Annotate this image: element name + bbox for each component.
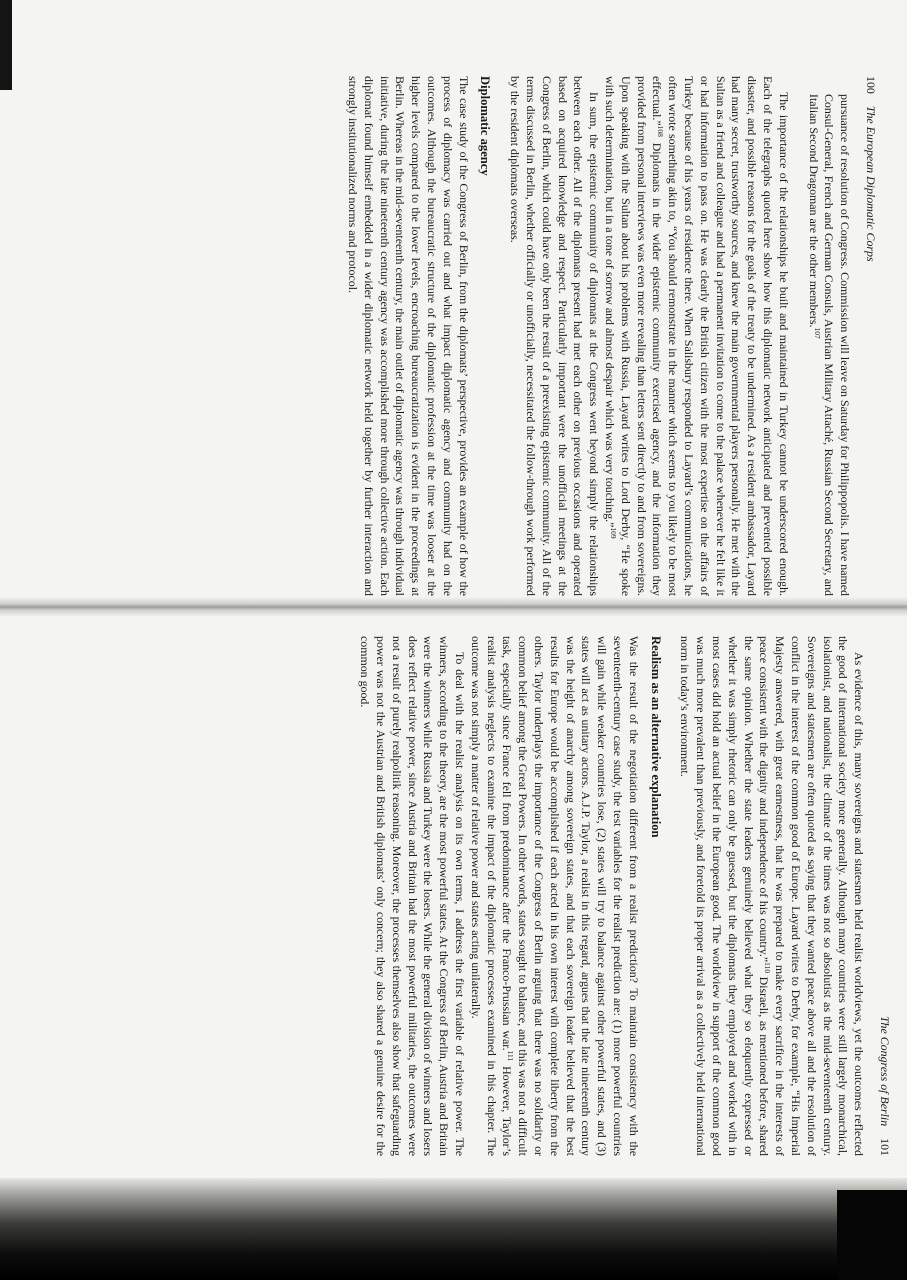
paragraph-text: Disraeli, as mentioned before, shared the same opinion. Whether the state leaders genuinely believed what they so eloquently expressed or whether it was simply rhetoric can only be guessed, but the diplomats they employed and worked with in most cases did hold an actual belief in the European good. The worldview in support of the common good was much more prevalent than previously, and foretold its proper arrival as a collectively held international norm in today’s environment. xyxy=(678,636,772,1156)
page-100 xyxy=(344,76,878,596)
paragraph: To deal with the realist analysis on its own terms, I address the first variable of relative power. The winners, according to the theory, are the most powerful states. At the Congress of Berlin, Austria and Britain were the winners while Russia and Turkey were the losers. While the general division of winners and losers does reflect relative power, since Austria and Britain had the most powerful militaries, the outcomes were not a result of purely realpolitik reasoning. Moreover, the processes themselves also show that safeguarding power was not the Austrian and British diplomats’ only concern; they also shared a genuine desire for the common good. xyxy=(358,636,468,1156)
paragraph: In sum, the epistemic community of diplomats at the Congress went beyond simply the relationships between each other. All of the diplomats present had met each other on previous occasions and operated based on acquired knowledge and respect. Particularly important were the unofficial meetings at the Congress of Berlin, which could have only been the result of a preexisting epistemic community. All of the terms discussed in Berlin, whether officially or unofficially, necessitated the follow-through work performed by the resident diplomats overseas. xyxy=(508,76,602,596)
footnote-ref: 107 xyxy=(812,327,822,339)
footnote-ref: 108 xyxy=(656,125,666,137)
block-quote xyxy=(805,76,852,596)
section-heading: Diplomatic agency xyxy=(478,76,493,176)
running-head-100 xyxy=(862,76,878,596)
running-head-101 xyxy=(876,636,892,1156)
scan-left-edge xyxy=(0,0,12,90)
running-title: The European Diplomatic Corps xyxy=(864,105,878,262)
paragraph-text: However, Taylor’s realist analysis neglects to examine the impact of the diplomatic processes examined in this chapter. The outcome was not simply a matter of relative power and states acting unilaterally. xyxy=(468,636,515,1156)
paragraph xyxy=(677,636,867,1156)
paragraph xyxy=(467,636,641,1156)
section-heading: Realism as an alternative explanation xyxy=(648,636,663,838)
paragraph xyxy=(601,76,791,596)
paragraph: The case study of the Congress of Berlin, from the diplomats’ perspective, provides an example of how the process of diplomacy was carried out and what impact diplomatic agency and community had on the outcomes. Although the bureaucratic structure of the diplomatic profession at the time was looser at the higher levels compared to the lower levels, encroaching bureaucratization is evident in the proceedings at Berlin. Whereas in the mid-seventeenth century, the main outlet of diplomatic agency was through individual initiative, during the late nineteenth century agency was accomplished more through collective action. Each diplomat found himself embedded in a wider diplomatic network held together by further interaction and strongly institutionalized norms and protocol. xyxy=(346,76,471,596)
binding-shadow xyxy=(0,1178,907,1280)
paragraph-text: As evidence of this, many sovereigns and statesmen held realist worldviews, yet the outcomes reflected the good of international society more generally. Although many countries were still largely monarchical, isolationist, and nationalist, the climate of the times was not so absolutist as the mid-seventeenth century. Sovereigns and statesmen are often quoted as saying that they wanted peace above all and the resolution of conflict in the interest of the common good of Europe. Layard writes to Derby, for example, “His Imperial Majesty answered, with great earnestness, that he was prepared to make every sacrifice in the interests of peace consistent with the dignity and independence of his country.” xyxy=(757,636,867,1156)
footnote-ref: 109 xyxy=(609,527,619,539)
page-number: 101 xyxy=(878,1138,892,1156)
paragraph-text: The importance of the relationships he built and maintained in Turkey cannot be underscored enough. Each of the telegraphs quoted here show how this diplomatic network anticipated and prevented possible disaster, and possible reasons for the goals of the treaty to be undermined. As a resident ambassador, Layard had many secret, trustworthy sources, and knew the main governmental players personally. He met with the Sultan as a friend and colleague and had a permanent invitation to come to the palace whenever he felt like it or had information to pass on. He was clearly the British citizen with the most expertise on the affairs of Turkey because of his years of residence there. When Salisbury responded to Layard’s communications, he often wrote something akin to, “You should remonstrate in the manner which seems to you likely to be most effectual.” xyxy=(650,76,791,596)
page-number: 100 xyxy=(864,76,878,94)
paragraph-text: Was the result of the negotiation different from a realist prediction? To maintain consistency with the seventeenth-century case study, the test variables for the realist prediction are: (1) more powerful countries will gain while weaker countries lose, (2) states will try to balance against other powerful states, and (3) states will act as unitary actors. A.J.P. Taylor, a realist in this regard, argues that the late nineteenth century was the height of anarchy among sovereign states, and that each sovereign leader believed that the best results for Europe would be accomplished if each acted in his own interest with complete liberty from the others. Taylor underplays the importance of the Congress of Berlin arguing that there was no solidarity or common belief among the Great Powers. In other words, states sought to balance, and this was not a difficult task, especially since France fell from predominance after the Franco-Prussian war. xyxy=(500,636,641,1156)
footnote-ref: 111 xyxy=(506,1050,516,1062)
paragraph-text: Diplomats in the wider epistemic community exercised agency, and the information they provided from personal interviews was even more revealing than letters sent directly to and from sovereigns. Upon speaking with the Sultan about his problems with Russia, Layard writes to Lord Derby, “He spoke with such determination, but in a tone of sorrow and almost despair which was very touching.” xyxy=(603,76,665,596)
binding-edge xyxy=(837,1190,907,1280)
page-gutter xyxy=(0,597,907,617)
running-title: The Congress of Berlin xyxy=(878,1015,892,1127)
block-quote-text: pursuance of resolution of Congress. Commission will leave on Saturday for Philippopolis. I have named Consul-General, French and German Consuls, Austrian Military Attaché, Russian Second Secretary, and Italian Second Dragoman are the other members. xyxy=(806,94,853,596)
page-101 xyxy=(357,636,893,1156)
footnote-ref: 110 xyxy=(763,962,773,974)
